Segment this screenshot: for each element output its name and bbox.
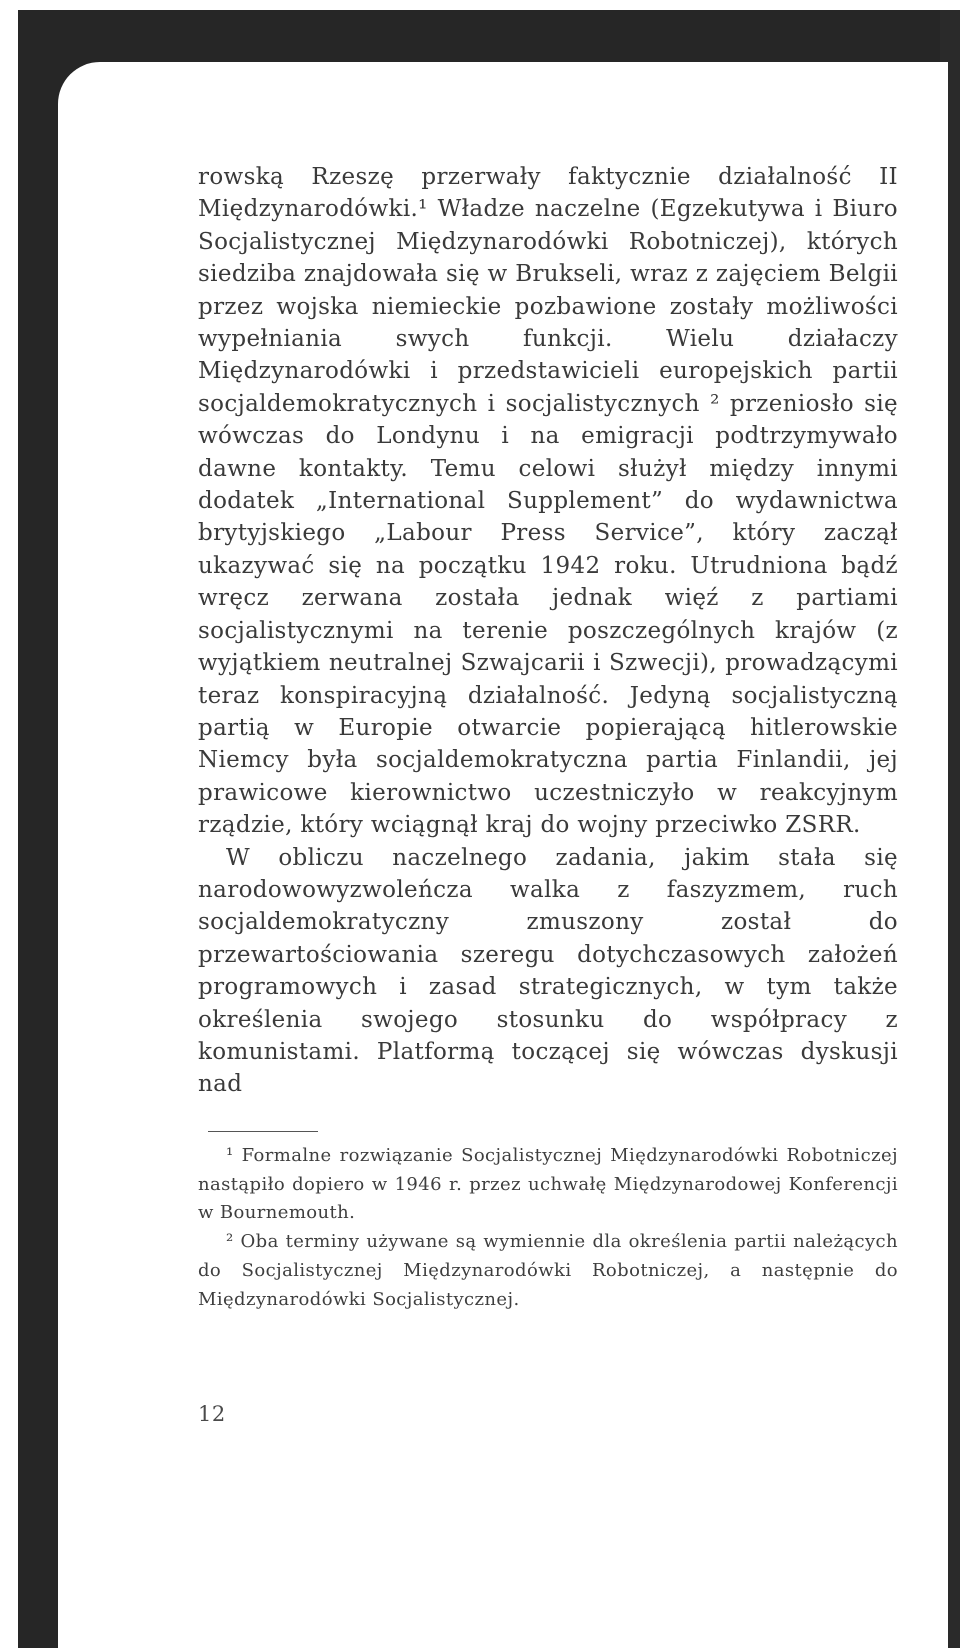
paragraph-2: W obliczu naczelnego zadania, jakim stała się narodowowyzwoleńcza walka z faszyzmem, ruch socjaldemokratyczny zmuszony został do przewartościowania szeregu dotychczasowych założeń programowych i zasad strategicznych, w tym także określenia swojego stosunku do współpracy z komunistami. Platformą toczącej się wówczas dyskusji nad (198, 844, 898, 1098)
body-text (198, 161, 898, 1101)
page-content (198, 161, 898, 1315)
footnote-1: ¹ Formalne rozwiązanie Socjalistycznej Międzynarodówki Robotniczej nastąpiło dopiero w 1946 r. przez uchwałę Międzynarodowej Konferencji w Bournemouth. (198, 1144, 898, 1224)
scan-top-border (18, 10, 948, 70)
footnote-separator (208, 1131, 318, 1132)
footnote-2: ² Oba terminy używane są wymiennie dla określenia partii należących do Socjalistycznej Międzynarodówki Robotniczej, a następnie do Międzynarodówki Socjalistycznej. (198, 1231, 898, 1310)
page-number: 12 (198, 1402, 226, 1426)
paragraph-1: rowską Rzeszę przerwały faktycznie działalność II Międzynarodówki.¹ Władze naczelne (Egzekutywa i Biuro Socjalistycznej Międzynarodówki Robotniczej), których siedziba znajdowała się w Brukseli, wraz z zajęciem Belgii przez wojska niemieckie pozbawione zostały możliwości wypełniania swych funkcji. Wielu działaczy Międzynarodówki i przedstawicieli europejskich partii socjaldemokratycznych i socjalistycznych ² przeniosło się wówczas do Londynu i na emigracji podtrzymywało dawne kontakty. Temu celowi służył między innymi dodatek „International Supplement” do wydawnictwa brytyjskiego „Labour Press Service”, który zaczął ukazywać się na początku 1942 roku. Utrudniona bądź wręcz zerwana została jednak więź z partiami socjalistycznymi na terenie poszczególnych krajów (z wyjątkiem neutralnej Szwajcarii i Szwecji), prowadzącymi teraz konspiracyjną działalność. Jedyną socjalistyczną partią w Europie otwarcie popierającą hitlerowskie Niemcy była socjaldemokratyczna partia Finlandii, jej prawicowe kierownictwo uczestniczyło w reakcyjnym rządzie, który wciągnął kraj do wojny przeciwko ZSRR. (198, 164, 898, 839)
footnotes (198, 1142, 898, 1315)
